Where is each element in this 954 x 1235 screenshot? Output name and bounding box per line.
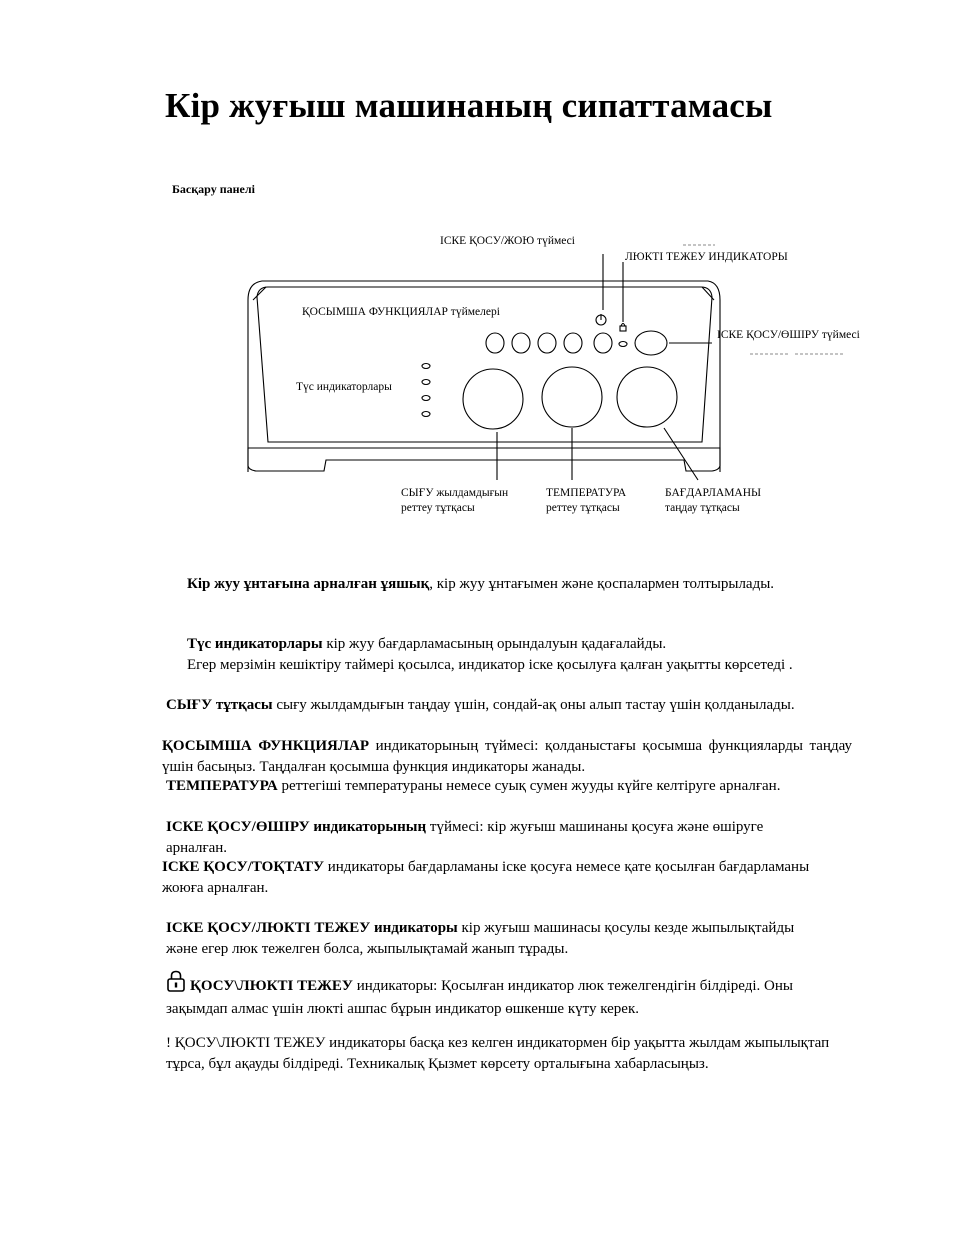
spin-knob [463, 369, 523, 429]
program-knob [617, 367, 677, 427]
para-extra-functions: ҚОСЫМША ФУНКЦИЯЛАР индикаторының түймесі: қолданыстағы қосымша функцияларды таңдау үшін басыңыз. Таңдалған қосымша функция индикаторы жанады. [162, 738, 852, 775]
panel-base [248, 448, 720, 471]
temperature-knob [542, 367, 602, 427]
callout-spin-knob: СЫҒУ жылдамдығын реттеу тұтқасы [401, 487, 509, 514]
callout-temperature-knob: ТЕМПЕРАТУРА реттеу тұтқасы [546, 487, 627, 514]
color-indicator-4 [422, 412, 430, 417]
start-cancel-button [594, 333, 612, 353]
control-panel-diagram [0, 0, 954, 560]
callout-power-button: ІСКЕ ҚОСУ/ӨШІРУ түймесі [717, 329, 860, 341]
para-spin-knob: СЫҒУ тұтқасы сығу жылдамдығын таңдау үшін, сондай-ақ оны алып тастау үшін қолданылады. [166, 697, 795, 713]
color-indicator-3 [422, 396, 430, 401]
callout-program-knob: БАҒДАРЛАМАНЫ таңдау тұтқасы [665, 487, 762, 514]
extra-function-button-1 [486, 333, 504, 353]
para-warning: ! ҚОСУ\ЛЮКТІ ТЕЖЕУ индикаторы басқа кез келген индикатормен бір уақытта жылдам жыпылықтап тұрса, бұл ақауды білдіреді. Техникалық Қызмет көрсету орталығына хабарласыңыз. [166, 1035, 830, 1072]
para-start-door-lock: ІСКЕ ҚОСУ/ЛЮКТІ ТЕЖЕУ индикаторы кір жуғыш машинасы қосулы кезде жыпылықтайды және егер люк тежелген болса, жыпылықтамай жанып тұрады. [166, 920, 795, 957]
callout-color-indicators: Түс индикаторлары [296, 381, 392, 393]
callout-door-lock-indicator: ЛЮКТІ ТЕЖЕУ ИНДИКАТОРЫ [625, 251, 788, 263]
para-power-button: ІСКЕ ҚОСУ/ӨШІРУ индикаторының түймесі: кір жуғыш машинаны қосуға және өшіруге арналған. [166, 819, 764, 856]
callout-extra-functions-buttons: ҚОСЫМША ФУНКЦИЯЛАР түймелері [302, 306, 500, 318]
para-color-indicators: Түс индикаторлары кір жуу бағдарламасының орындалуын қадағалайды. Егер мерзімін кешіктіру таймері қосылса, индикатор іске қосылуға қалған уақытты көрсетеді . [187, 636, 793, 673]
page-title: Кір жуғыш машинаның сипаттамасы [165, 86, 773, 125]
section-label: Басқару панелі [172, 182, 255, 196]
para-door-lock: ҚОСУ\ЛЮКТІ ТЕЖЕУ индикаторы: Қосылған индикатор люк тежелгендігін білдіреді. Оны зақымдап алмас үшін люкті ашпас бұрын индикатор өшкенше күту керек. [166, 970, 846, 1019]
para-temperature: ТЕМПЕРАТУРА реттегіші температураны немесе суық сумен жууды күйге келтіруге арналған. [166, 778, 781, 794]
para-start-stop: ІСКЕ ҚОСУ/ТОҚТАТУ индикаторы бағдарламаны іске қосуға немесе қате қосылған бағдарламаны жоюға арналған. [162, 859, 810, 896]
lock-icon [166, 970, 186, 999]
para-detergent-drawer: Кір жуу ұнтағына арналған ұяшық, кір жуу ұнтағымен және қоспалармен толтырылады. [187, 576, 775, 592]
extra-function-button-3 [538, 333, 556, 353]
callout-start-cancel-button: ІСКЕ ҚОСУ/ЖОЮ түймесі [440, 235, 575, 247]
power-button [635, 331, 667, 355]
extra-function-button-2 [512, 333, 530, 353]
extra-function-button-4 [564, 333, 582, 353]
door-lock-led [619, 342, 627, 347]
color-indicator-2 [422, 380, 430, 385]
color-indicator-1 [422, 364, 430, 369]
